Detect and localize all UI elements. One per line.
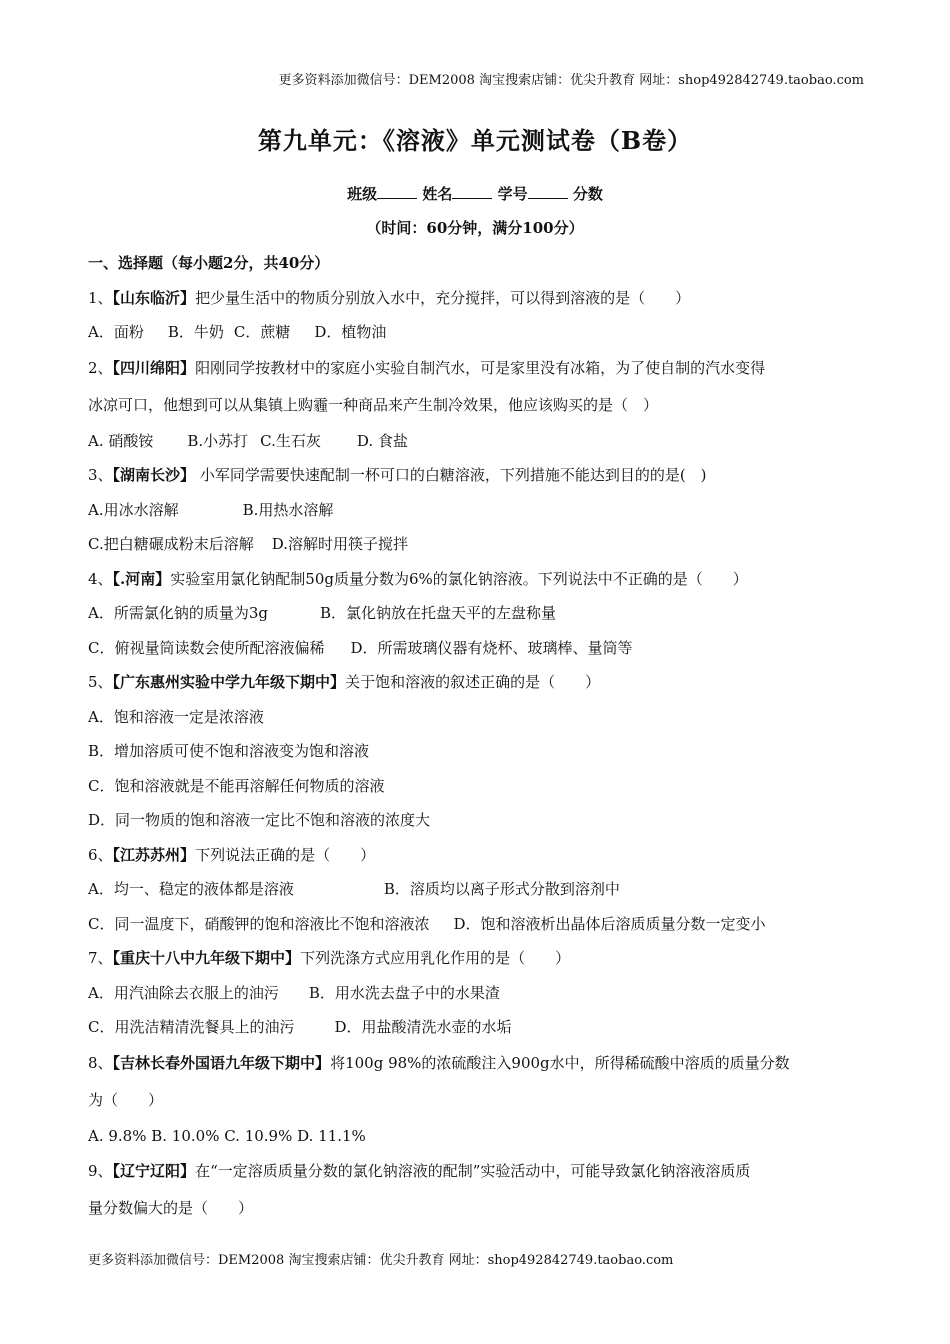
footer-note: 更多资料添加微信号：DEM2008 淘宝搜索店铺：优尖升教育 网址：shop492842749.taobao.com <box>88 1253 674 1268</box>
question-5-option-d: D．同一物质的饱和溶液一定比不饱和溶液的浓度大 <box>88 811 431 829</box>
page-title: 第九单元：《溶液》单元测试卷（B卷） <box>257 126 693 155</box>
question-9-stem-cont: 量分数偏大的是（ ） <box>88 1199 254 1217</box>
question-2-options: A. 硝酸铵 B.小苏打 C.生石灰 D. 食盐 <box>88 431 408 450</box>
question-9-stem: 9、【辽宁辽阳】在“一定溶质质量分数的氯化钠溶液的配制”实验活动中，可能导致氯化钠溶液溶质质 <box>88 1162 751 1180</box>
question-source: 【重庆十八中九年级下期中】 <box>112 949 301 967</box>
question-source: 【山东临沂】 <box>112 288 196 307</box>
question-6-options-cd: C．同一温度下，硝酸钾的饱和溶液比不饱和溶液浓 D．饱和溶液析出晶体后溶质质量分数一定变小 <box>88 914 766 933</box>
question-source: 【广东惠州实验中学九年级下期中】 <box>112 673 346 691</box>
question-source: 【湖南长沙】 <box>112 466 196 484</box>
question-8-options: A. 9.8% B. 10.0% C. 10.9% D. 11.1% <box>88 1126 366 1145</box>
question-1-stem: 1、【山东临沂】把少量生活中的物质分别放入水中，充分搅拌，可以得到溶液的是（ ） <box>88 288 691 307</box>
question-3-options-cd: C.把白糖碾成粉末后溶解 D.溶解时用筷子搅拌 <box>88 535 408 553</box>
question-6-stem: 6、【江苏苏州】下列说法正确的是（ ） <box>88 845 376 864</box>
question-list <box>88 246 868 1227</box>
question-source: 【.河南】 <box>112 569 171 588</box>
id-blank[interactable] <box>528 186 568 199</box>
section-heading: 一、选择题（每小题2分，共40分） <box>88 254 330 272</box>
class-blank[interactable] <box>377 186 417 199</box>
question-source: 【四川绵阳】 <box>112 358 196 377</box>
question-8-stem-cont: 为（ ） <box>88 1090 164 1109</box>
class-label: 班级 <box>347 185 378 203</box>
question-5-option-b: B．增加溶质可使不饱和溶液变为饱和溶液 <box>88 742 370 760</box>
question-1-options: A．面粉 B．牛奶 C．蔗糖 D．植物油 <box>88 323 387 341</box>
question-source: 【江苏苏州】 <box>112 845 196 864</box>
student-info-line <box>0 183 950 204</box>
question-6-options-ab: A．均一、稳定的液体都是溶液 B．溶质均以离子形式分散到溶剂中 <box>88 880 620 898</box>
question-5-stem: 5、【广东惠州实验中学九年级下期中】关于饱和溶液的叙述正确的是（ ） <box>88 673 601 691</box>
header-note: 更多资料添加微信号：DEM2008 淘宝搜索店铺：优尖升教育 网址：shop492842749.taobao.com <box>278 73 864 88</box>
question-4-options-cd: C．俯视量筒读数会使所配溶液偏稀 D．所需玻璃仪器有烧杯、玻璃棒、量筒等 <box>88 638 633 657</box>
name-label: 姓名 <box>422 185 453 203</box>
score-label: 分数 <box>572 185 603 203</box>
time-info: （时间：60分钟，满分100分） <box>366 219 584 237</box>
question-7-stem: 7、【重庆十八中九年级下期中】下列洗涤方式应用乳化作用的是（ ） <box>88 949 571 967</box>
question-5-option-a: A．饱和溶液一定是浓溶液 <box>88 707 264 726</box>
question-7-options-ab: A．用汽油除去衣服上的油污 B．用水洗去盘子中的水果渣 <box>88 983 500 1002</box>
question-7-options-cd: C．用洗洁精清洗餐具上的油污 D．用盐酸清洗水壶的水垢 <box>88 1018 512 1036</box>
question-3-options-ab: A.用冰水溶解 B.用热水溶解 <box>88 500 334 519</box>
question-8-stem: 8、【吉林长春外国语九年级下期中】将100g 98%的浓硫酸注入900g水中，所得稀硫酸中溶质的质量分数 <box>88 1053 790 1072</box>
question-source: 【吉林长春外国语九年级下期中】 <box>112 1053 331 1072</box>
question-2-stem-cont: 冰凉可口，他想到可以从集镇上购霾一种商品来产生制冷效果，他应该购买的是（ ） <box>88 395 659 414</box>
question-5-option-c: C．饱和溶液就是不能再溶解任何物质的溶液 <box>88 776 385 795</box>
question-source: 【辽宁辽阳】 <box>112 1162 196 1180</box>
question-4-stem: 4、【.河南】实验室用氯化钠配制50g质量分数为6%的氯化钠溶液。下列说法中不正确的是（ ） <box>88 569 748 588</box>
question-3-stem: 3、【湖南长沙】 小军同学需要快速配制一杯可口的白糖溶液，下列措施不能达到目的的是( ) <box>88 466 707 484</box>
id-label: 学号 <box>497 185 528 203</box>
question-4-options-ab: A．所需氯化钠的质量为3g B．氯化钠放在托盘天平的左盘称量 <box>88 604 557 622</box>
name-blank[interactable] <box>452 186 492 199</box>
question-2-stem: 2、【四川绵阳】阳刚同学按教材中的家庭小实验自制汽水，可是家里没有冰箱，为了使自制的汽水变得 <box>88 358 766 377</box>
